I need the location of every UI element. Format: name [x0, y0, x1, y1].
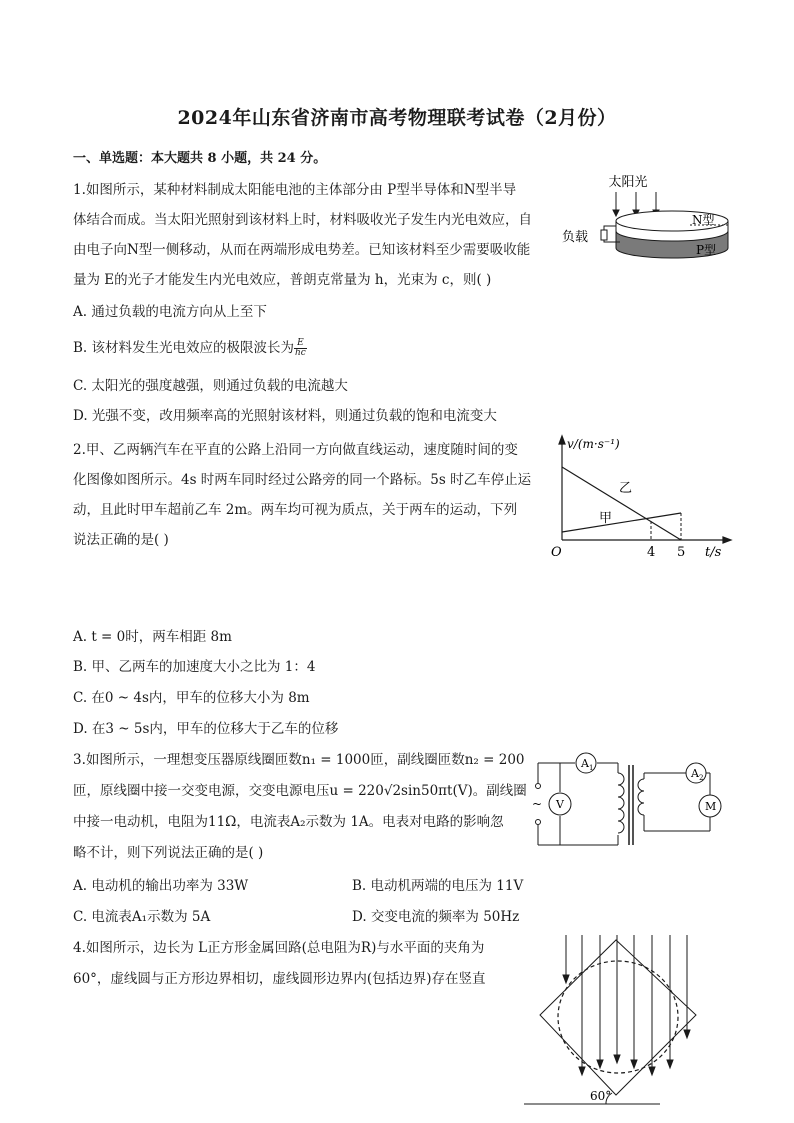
q3-line: 略不计，则下列说法正确的是( ): [73, 845, 264, 861]
q2-line: 化图像如图所示。4s 时两车同时经过公路旁的同一个路标。5s 时乙车停止运: [73, 472, 532, 488]
q1-line: 体结合而成。当太阳光照射到该材料上时，材料吸收光子发生内光电效应，自: [73, 212, 532, 228]
load-label: 负载: [562, 230, 589, 245]
q1-option-d: D. 光强不变，改用频率高的光照射该材料，则通过负载的饱和电流变大: [73, 408, 497, 424]
square-loop: [540, 940, 696, 1095]
fraction-denominator: hc: [295, 348, 306, 358]
q2-line: 动，且此时甲车超前乙车 2m。两车均可视为质点，关于两车的运动，下列: [73, 502, 518, 518]
fraction-numerator: E: [294, 339, 307, 349]
angle-label: 60°: [590, 1089, 612, 1103]
q1-line: 由电子向N型一侧移动，从而在两端形成电势差。已知该材料至少需要吸收能: [73, 242, 531, 258]
q2-line: 2.甲、乙两辆汽车在平直的公路上沿同一方向做直线运动，速度随时间的变: [73, 442, 518, 458]
velocity-time-graph: [545, 432, 735, 562]
label-jia: 甲: [599, 511, 613, 526]
n-type-label: N型: [692, 213, 715, 227]
q1-option-b-text: B. 该材料发生光电效应的极限波长为: [73, 340, 295, 356]
q2-option-d: D. 在3 ~ 5s内，甲车的位移大于乙车的位移: [73, 721, 339, 737]
x-axis-arrow: [723, 537, 731, 543]
q3-option-c: C. 电流表A₁示数为 5A: [73, 909, 211, 925]
q2-option-b: B. 甲、乙两车的加速度大小之比为 1：4: [73, 659, 316, 675]
tick-5: 5: [677, 545, 686, 560]
voltmeter-label: V: [556, 798, 564, 811]
fraction-e-over-hc: [294, 339, 307, 358]
q1-option-b: [73, 336, 307, 358]
ammeter-a1-label: $A_1$: [581, 757, 594, 772]
y-axis-arrow: [559, 436, 565, 444]
q1-line: 1.如图所示，某种材料制成太阳能电池的主体部分由 P型半导体和N型半导: [73, 182, 517, 198]
origin-label: O: [551, 545, 562, 560]
q3-option-a: A. 电动机的输出功率为 33W: [73, 878, 249, 894]
q2-option-a: A. t = 0时，两车相距 8m: [73, 629, 232, 645]
ammeter-a2-label: $A_2$: [691, 767, 704, 782]
q1-line: 量为 E的光子才能发生内光电效应，普朗克常量为 h，光束为 c，则( ): [73, 272, 492, 288]
q3-option-d: D. 交变电流的频率为 50Hz: [352, 909, 520, 925]
p-type-label: P型: [696, 243, 717, 257]
q1-option-a: A. 通过负载的电流方向从上至下: [73, 304, 267, 320]
label-yi: 乙: [619, 481, 633, 496]
motor-label: M: [705, 800, 717, 813]
q3-line: 匝，原线圈中接一交变电源，交变电源电压u = 220√2sin50πt(V)。副线圈: [73, 783, 527, 799]
magnetic-field-arrows: [563, 935, 690, 1075]
q4-line: 60°，虚线圆与正方形边界相切，虚线圆形边界内(包括边界)存在竖直: [73, 971, 486, 987]
q3-line: 3.如图所示，一理想变压器原线圈匝数n₁ = 1000匝，副线圈匝数n₂ = 200: [73, 752, 525, 768]
section-heading: 一、单选题：本大题共 8 小题，共 24 分。: [73, 151, 327, 166]
q2-line: 说法正确的是( ): [73, 532, 169, 548]
y-axis-label: v/(m·s⁻¹): [567, 437, 620, 451]
page-title: 2024年山东省济南市高考物理联考试卷（2月份）: [177, 107, 617, 129]
ac-source-symbol: ~: [532, 797, 543, 811]
q3-option-b: B. 电动机两端的电压为 11V: [352, 878, 524, 894]
square-loop-field-figure: [520, 930, 720, 1115]
q1-option-c: C. 太阳光的强度越强，则通过负载的电流越大: [73, 378, 348, 394]
tick-4: 4: [647, 545, 656, 560]
q2-option-c: C. 在0 ~ 4s内，甲车的位移大小为 8m: [73, 690, 310, 706]
sun-label: 太阳光: [608, 175, 648, 190]
q3-line: 中接一电动机，电阻为11Ω，电流表A₂示数为 1A。电表对电路的影响忽: [73, 814, 504, 830]
q4-line: 4.如图所示，边长为 L正方形金属回路(总电阻为R)与水平面的夹角为: [73, 940, 485, 956]
solar-cell-figure: [560, 168, 730, 268]
transformer-circuit-figure: [528, 745, 728, 855]
x-axis-label: t/s: [705, 545, 722, 560]
